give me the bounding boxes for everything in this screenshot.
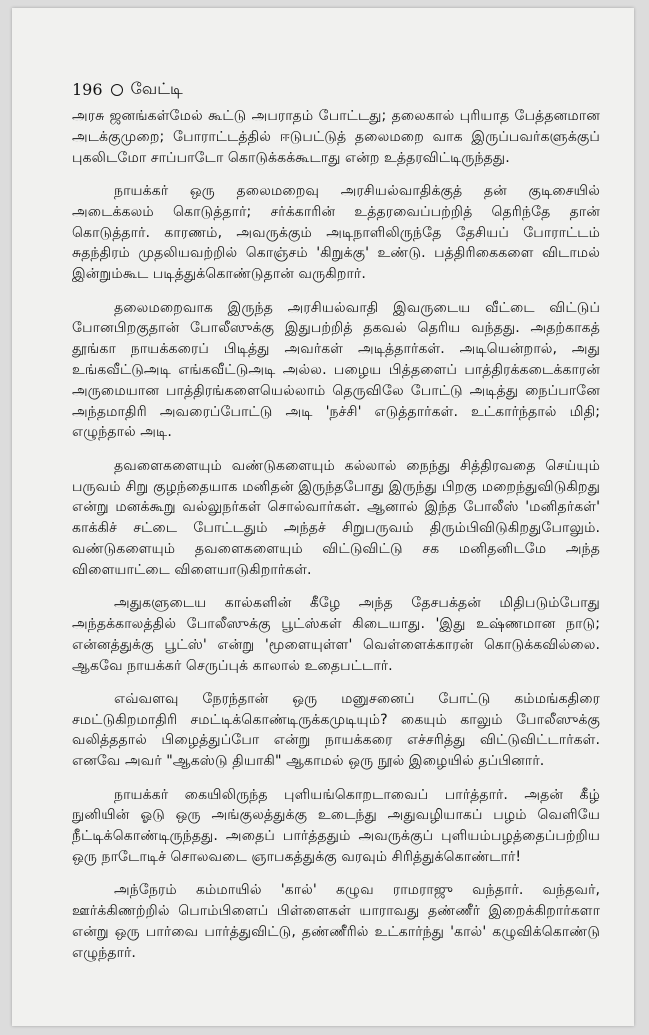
paragraph: நாயக்கர் கையிலிருந்த புளியங்கொறடாவைப் பார்த்தார். அதன் கீழ் நுனியின் ஓடு ஒரு அங்குலத்துக்கு உடைந்து அதுவழியாகப் பழம் வெளியே நீட்டிக்கொண்டிருந்தது. அதைப் பார்த்ததும் அவருக்குப் புளியம்பழத்தைப்பற்றிய ஒரு நாடோடிச் சொலவடை ஞாபகத்துக்கு வரவும் சிரித்துக்கொண்டார்! [72,786,600,866]
page-header [72,79,183,100]
book-page [12,8,634,1026]
circle-ornament-icon [111,84,123,96]
paragraph: அரசு ஜனங்கள்மேல் கூட்டு அபராதம் போட்டது; தலைகால் புரியாத பேத்தனமான அடக்குமுறை; போராட்டத்தில் ஈடுபட்டுத் தலைமறை வாக இருப்பவர்களுக்குப் புகலிடமோ சாப்பாடோ கொடுக்கக்கூடாது என்ற உத்தரவிட்டிருந்தது. [72,108,600,166]
paragraph: எவ்வளவு நேரந்தான் ஒரு மனுசனைப் போட்டு கம்மங்கதிரை சமட்டுகிறமாதிரி சமட்டிக்கொண்டிருக்கமுடியும்? கையும் காலும் போலீஸுக்கு வலித்ததால் பிழைத்துப்போ என்று நாயக்கரை எச்சரித்து விட்டுவிட்டார்கள். எனவே அவர் "ஆகஸ்டு தியாகி" ஆகாமல் ஒரு நூல் இழையில் தப்பினார். [72,690,600,770]
paragraph: நாயக்கர் ஒரு தலைமறைவு அரசியல்வாதிக்குத் தன் குடிசையில் அடைக்கலம் கொடுத்தார்; சர்க்காரின் உத்தரவைப்பற்றித் தெரிந்தே தான் கொடுத்தார். காரணம், அவருக்கும் அடிநாளிலிருந்தே தேசியப் போராட்டம் சுதந்திரம் முதலியவற்றில் கொஞ்சம் 'கிறுக்கு' உண்டு. பத்திரிகைகளை விடாமல் இன்றும்கூட படித்துக்கொண்டுதான் வருகிறார். [72,182,600,283]
paragraph: அதுகளுடைய கால்களின் கீழே அந்த தேசபக்தன் மிதிபடும்போது அந்தக்காலத்தில் போலீஸுக்கு பூட்ஸ்கள் கிடையாது. 'இது உஷ்ணமான நாடு; என்னத்துக்கு பூட்ஸ்' என்று 'மூளையுள்ள' வெள்ளைக்காரன் கொடுக்கவில்லை. ஆகவே நாயக்கர் செருப்புக் காலால் உதைபட்டார். [72,595,600,674]
page-number: 196 [72,80,103,99]
paragraph: தலைமறைவாக இருந்த அரசியல்வாதி இவருடைய வீட்டை விட்டுப் போனபிறகுதான் போலீஸுக்கு இதுபற்றித் தகவல் தெரிய வந்தது. அதற்காகத் தூங்கா நாயக்கரைப் பிடித்து அவர்கள் அடித்தார்கள். அடியென்றால், அது உங்கவீட்டுஅடி எங்கவீட்டுஅடி அல்ல. பழைய பித்தளைப் பாத்திரக்கடைக்காரன் அருமையான பாத்திரங்களையெல்லாம் தெருவிலே போட்டு அடித்து நைப்பானே அந்தமாதிரி அவரைப்போட்டு அடி 'நச்சி' எடுத்தார்கள். உட்கார்ந்தால் மிதி; எழுந்தால் அடி. [72,299,600,441]
paragraph: அந்நேரம் கம்மாயில் 'கால்' கழுவ ராமராஜு வந்தார். வந்தவர், ஊர்க்கிணற்றில் பொம்பிளைப் பிள்ளைகள் யாராவது தண்ணீர் இறைக்கிறார்களா என்று ஒரு பார்வை பார்த்துவிட்டு, தண்ணீரில் உட்கார்ந்து 'கால்' கழுவிக்கொண்டு எழுந்தார். [72,882,600,961]
page-body [72,106,600,976]
book-title: வேட்டி [130,79,183,98]
paragraph: தவளைகளையும் வண்டுகளையும் கல்லால் நைந்து சித்திரவதை செய்யும் பருவம் சிறு குழந்தையாக மனிதன் இருந்தபோது இருந்து பிறகு மறைந்துவிடுகிறது என்று மனக்கூறு வல்லுநர்கள் சொல்வார்கள். ஆனால் இந்த போலீஸ் 'மனிதர்கள்' காக்கிச் சட்டை போட்டதும் அந்தச் சிறுபருவம் திரும்பிவிடுகிறதுபோலும். வண்டுகளையும் தவளைகளையும் விட்டுவிட்டு சக மனிதனிடமே அந்த விளையாட்டை விளையாடுகிறார்கள். [72,457,600,578]
